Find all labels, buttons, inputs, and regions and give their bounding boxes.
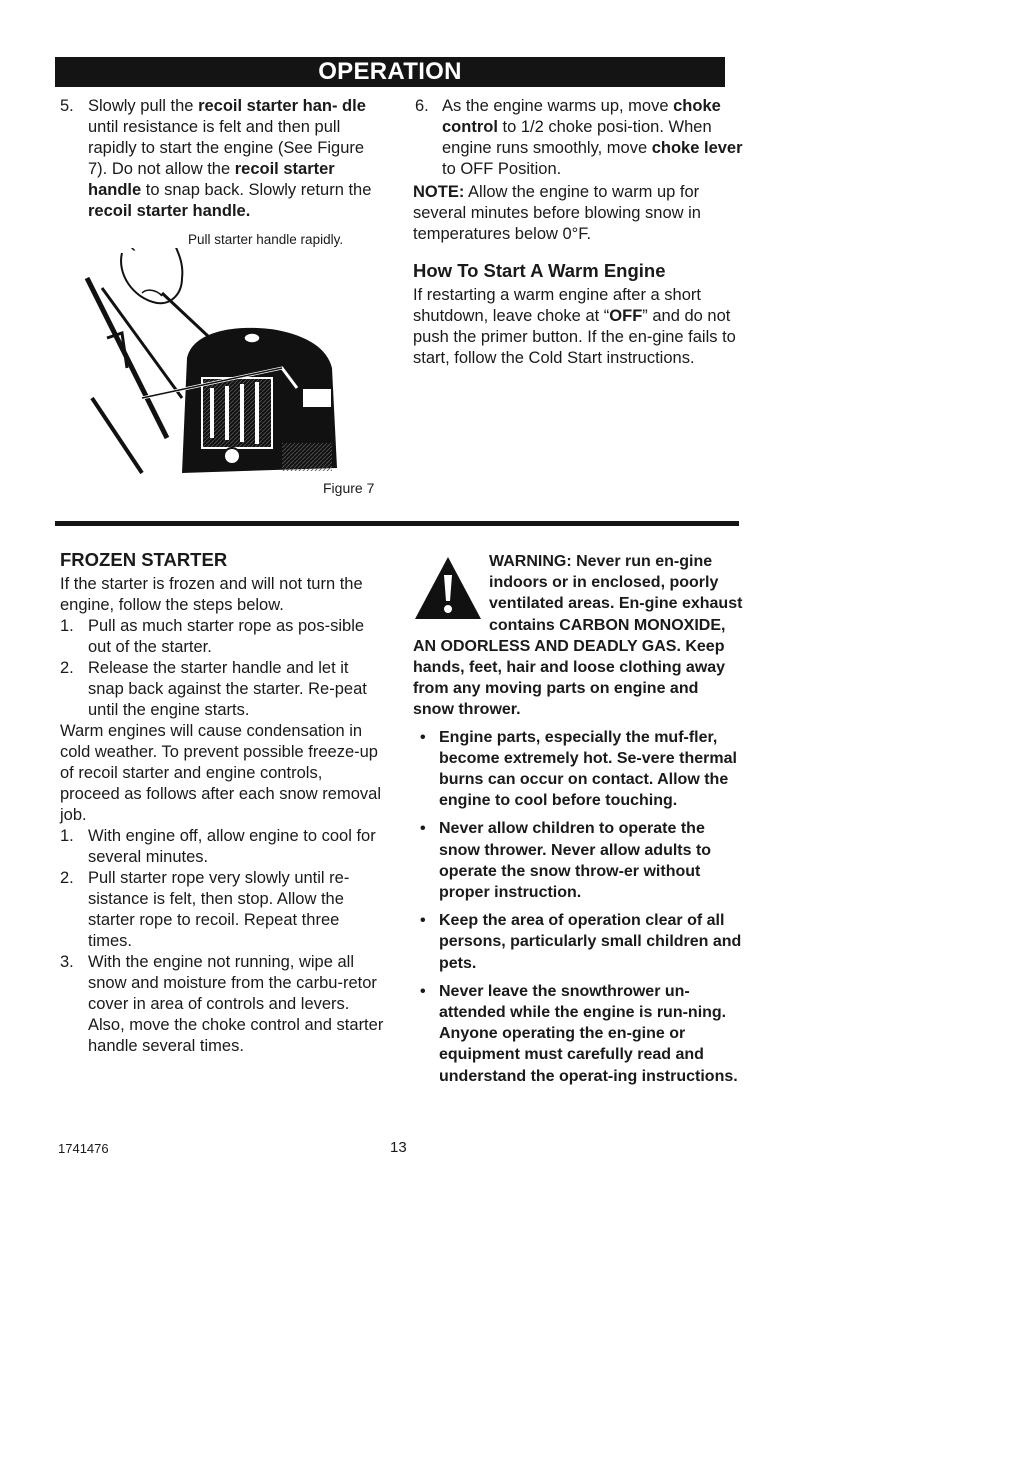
warning-bullet <box>413 818 743 903</box>
numbered-step <box>55 616 385 658</box>
bullet-icon: • <box>420 820 426 838</box>
warning-triangle-icon <box>413 555 483 621</box>
frozen-steps-a <box>55 616 385 721</box>
step-text: With engine off, allow engine to cool for several minutes. <box>88 827 376 866</box>
bullet-icon: • <box>420 912 426 930</box>
warm-engine-text: If restarting a warm engine after a short shutdown, leave choke at “OFF” and do not push the primer button. If the en-gine fails to start, follow the Cold Start instructions. <box>413 286 736 367</box>
warning-bullet <box>413 910 743 974</box>
step-number: 1. <box>60 827 74 845</box>
note-label: NOTE: <box>413 183 465 201</box>
frozen-steps-b <box>55 826 385 1057</box>
step-text: Pull starter rope very slowly until re-sistance is felt, then stop. Allow the starter rope to recoil. Repeat three times. <box>88 869 350 950</box>
section-divider <box>55 521 739 526</box>
bullet-icon: • <box>420 982 426 1000</box>
bullet-icon: • <box>420 728 426 746</box>
step-number: 2. <box>60 869 74 887</box>
section-banner: OPERATION <box>55 57 725 87</box>
warning-lead: WARNING: Never run en-gine indoors or in enclosed, poorly ventilated areas. En-gine exhaust contains CARBON MONOXIDE, AN ODORLESS AND DEADLY GAS. Keep hands, feet, hair and loose clothing away from any moving parts on engine and snow thrower. <box>413 553 743 719</box>
step-number: 6. <box>415 97 429 115</box>
warning-bullets <box>413 727 743 1087</box>
step-number: 2. <box>60 659 74 677</box>
warning-bullet <box>413 981 743 1087</box>
document-id: 1741476 <box>58 1141 109 1156</box>
warning-bullet-text: Keep the area of operation clear of all persons, particularly small children and pets. <box>439 912 742 972</box>
warning-bullet-text: Never allow children to operate the snow thrower. Never allow adults to operate the snow throw-er without proper instruction. <box>439 820 712 902</box>
note: NOTE: Allow the engine to warm up for several minutes before blowing snow in temperatures below 0°F. <box>413 183 701 243</box>
numbered-step <box>55 868 385 952</box>
step-number: 1. <box>60 617 74 635</box>
page-number: 13 <box>390 1139 407 1156</box>
step-5: 5. Slowly pull the recoil starter han- dle until resistance is felt and then pull rapidly to start the engine (See Figure 7). Do not allow the recoil starter handle to snap back. Slowly return the recoil starter handle. <box>60 97 372 220</box>
step-text: With the engine not running, wipe all snow and moisture from the carbu-retor cover in area of controls and levers. Also, move the choke control and starter handle several times. <box>88 953 384 1055</box>
figure-callout: Pull starter handle rapidly. <box>188 232 344 247</box>
figure-caption: Figure 7 <box>323 480 375 496</box>
numbered-step <box>55 658 385 721</box>
warning-bullet-text: Engine parts, especially the muf-fler, become extremely hot. Se-vere thermal burns can occur on contact. Allow the engine to cool before touching. <box>439 728 737 810</box>
hand-icon <box>121 248 182 303</box>
warning-bullet-text: Never leave the snowthrower un-attended while the engine is run-ning. Anyone operating the en-gine or equipment must carefully read and understand the operat-ing instructions. <box>439 982 738 1085</box>
step-number: 3. <box>60 953 74 971</box>
frozen-middle: Warm engines will cause condensation in cold weather. To prevent possible freeze-up of recoil starter and engine controls, proceed as follows after each snow removal job. <box>60 722 381 824</box>
step-text: Release the starter handle and let it snap back against the starter. Re-peat until the engine starts. <box>88 659 367 719</box>
step-number: 5. <box>60 97 74 115</box>
frozen-intro: If the starter is frozen and will not turn the engine, follow the steps below. <box>60 575 363 614</box>
numbered-step <box>55 826 385 868</box>
step-6-column <box>413 96 743 369</box>
step-6: 6. As the engine warms up, move choke control to 1/2 choke posi-tion. When engine runs smoothly, move choke lever to OFF Position. <box>415 97 743 178</box>
figure-7-illustration <box>82 248 352 478</box>
numbered-step <box>55 952 385 1057</box>
frozen-starter-section <box>55 549 385 1057</box>
step-text: Pull as much starter rope as pos-sible out of the starter. <box>88 617 365 656</box>
warning-bullet <box>413 727 743 812</box>
warning-block <box>413 551 743 1094</box>
frozen-starter-heading: FROZEN STARTER <box>60 549 228 570</box>
warm-engine-heading: How To Start A Warm Engine <box>413 260 666 281</box>
